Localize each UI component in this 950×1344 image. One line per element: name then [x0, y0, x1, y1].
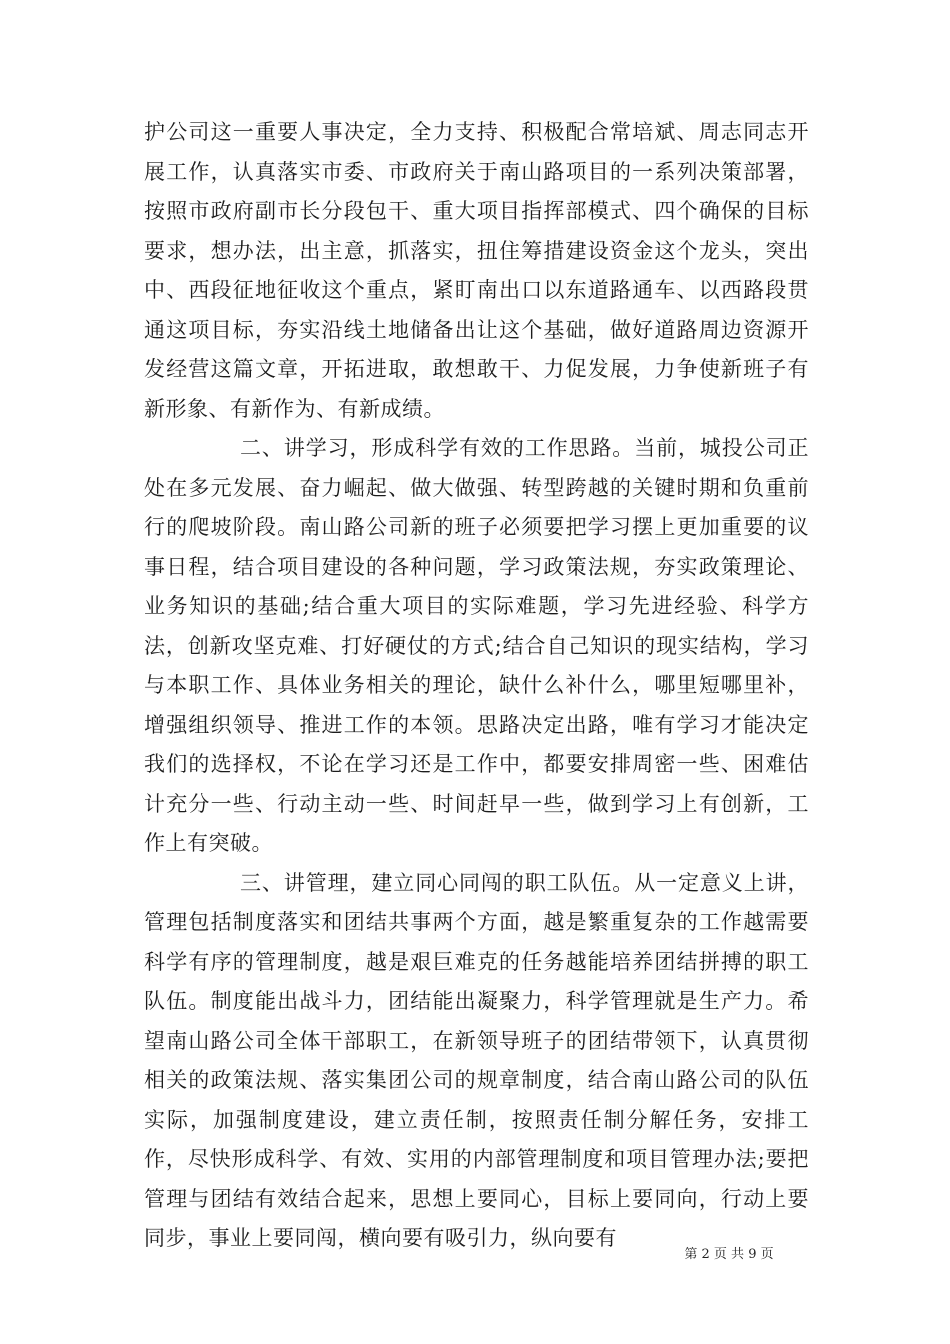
document-body	[144, 113, 809, 1259]
paragraph-section-3-management: 三、讲管理，建立同心同闯的职工队伍。从一定意义上讲，管理包括制度落实和团结共事两个方面，越是繁重复杂的工作越需要科学有序的管理制度，越是艰巨难克的任务越能培养团结拼搏的职工队伍。制度能出战斗力，团结能出凝聚力，科学管理就是生产力。希望南山路公司全体干部职工，在新领导班子的团结带领下，认真贯彻相关的政策法规、落实集团公司的规章制度，结合南山路公司的队伍实际，加强制度建设，建立责任制，按照责任制分解任务，安排工作，尽快形成科学、有效、实用的内部管理制度和项目管理办法;要把管理与团结有效结合起来，思想上要同心，目标上要同向，行动上要同步，事业上要同闯，横向要有吸引力，纵向要有	[144, 870, 809, 1250]
page-number: 第 2 页 共 9 页	[684, 1247, 774, 1262]
page-footer	[0, 1243, 950, 1262]
paragraph-continuation: 护公司这一重要人事决定，全力支持、积极配合常培斌、周志同志开展工作，认真落实市委、市政府关于南山路项目的一系列决策部署，按照市政府副市长分段包干、重大项目指挥部模式、四个确保的目标要求，想办法，出主意，抓落实，扭住筹措建设资金这个龙头，突出中、西段征地征收这个重点，紧盯南出口以东道路通车、以西路段贯通这项目标，夯实沿线土地储备出让这个基础，做好道路周边资源开发经营这篇文章，开拓进取，敢想敢干、力促发展，力争使新班子有新形象、有新作为、有新成绩。	[144, 120, 809, 421]
paragraph-section-2-study: 二、讲学习，形成科学有效的工作思路。当前，城投公司正处在多元发展、奋力崛起、做大做强、转型跨越的关键时期和负重前行的爬坡阶段。南山路公司新的班子必须要把学习摆上更加重要的议事日程，结合项目建设的各种问题，学习政策法规，夯实政策理论、业务知识的基础;结合重大项目的实际难题，学习先进经验、科学方法，创新攻坚克难、打好硬仗的方式;结合自己知识的现实结构，学习与本职工作、具体业务相关的理论，缺什么补什么，哪里短哪里补，增强组织领导、推进工作的本领。思路决定出路，唯有学习才能决定我们的选择权，不论在学习还是工作中，都要安排周密一些、困难估计充分一些、行动主动一些、时间赶早一些，做到学习上有创新，工作上有突破。	[144, 436, 809, 855]
